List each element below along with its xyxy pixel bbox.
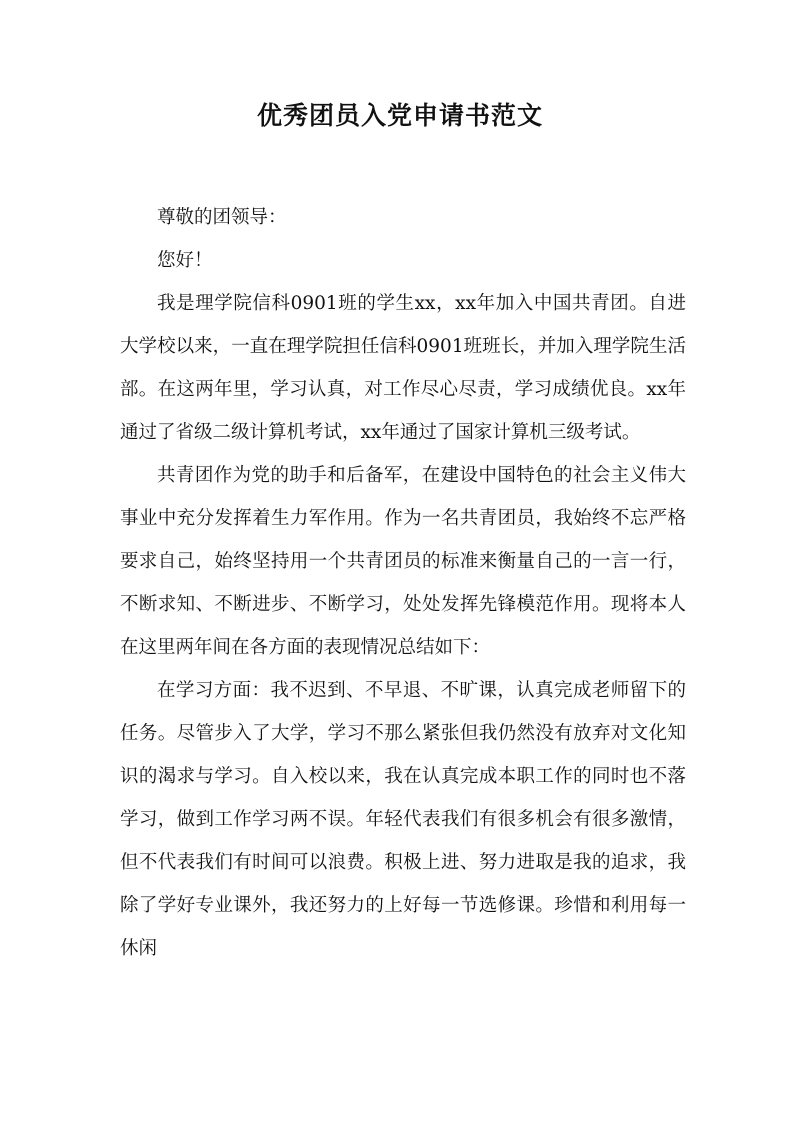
paragraph-introduction: 我是理学院信科0901班的学生xx，xx年加入中国共青团。自进大学校以来，一直在理学院担任信科0901班班长，并加入理学院生活部。在这两年里，学习认真，对工作尽心尽责，学习成绩优良。xx年通过了省级二级计算机考试，xx年通过了国家计算机三级考试。 [120,293,686,443]
salutation: 尊敬的团领导： [157,207,287,228]
document-body [120,196,686,970]
paragraph-league-role: 共青团作为党的助手和后备军，在建设中国特色的社会主义伟大事业中充分发挥着生力军作用。作为一名共青团员，我始终不忘严格要求自己，始终坚持用一个共青团员的标准来衡量自己的一言一行，不断求知、不断进步、不断学习，处处发挥先锋模范作用。现将本人在这里两年间在各方面的表现情况总结如下： [120,465,686,658]
greeting: 您好！ [157,250,213,271]
paragraph-study: 在学习方面：我不迟到、不早退、不旷课，认真完成老师留下的任务。尽管步入了大学，学习不那么紧张但我仍然没有放弃对文化知识的渴求与学习。自入校以来，我在认真完成本职工作的同时也不落学习，做到工作学习两不误。年轻代表我们有很多机会有很多激情，但不代表我们有时间可以浪费。积极上进、努力进取是我的追求，我除了学好专业课外，我还努力的上好每一节选修课。珍惜和利用每一休闲 [120,680,686,959]
document-title: 优秀团员入党申请书范文 [256,101,543,130]
